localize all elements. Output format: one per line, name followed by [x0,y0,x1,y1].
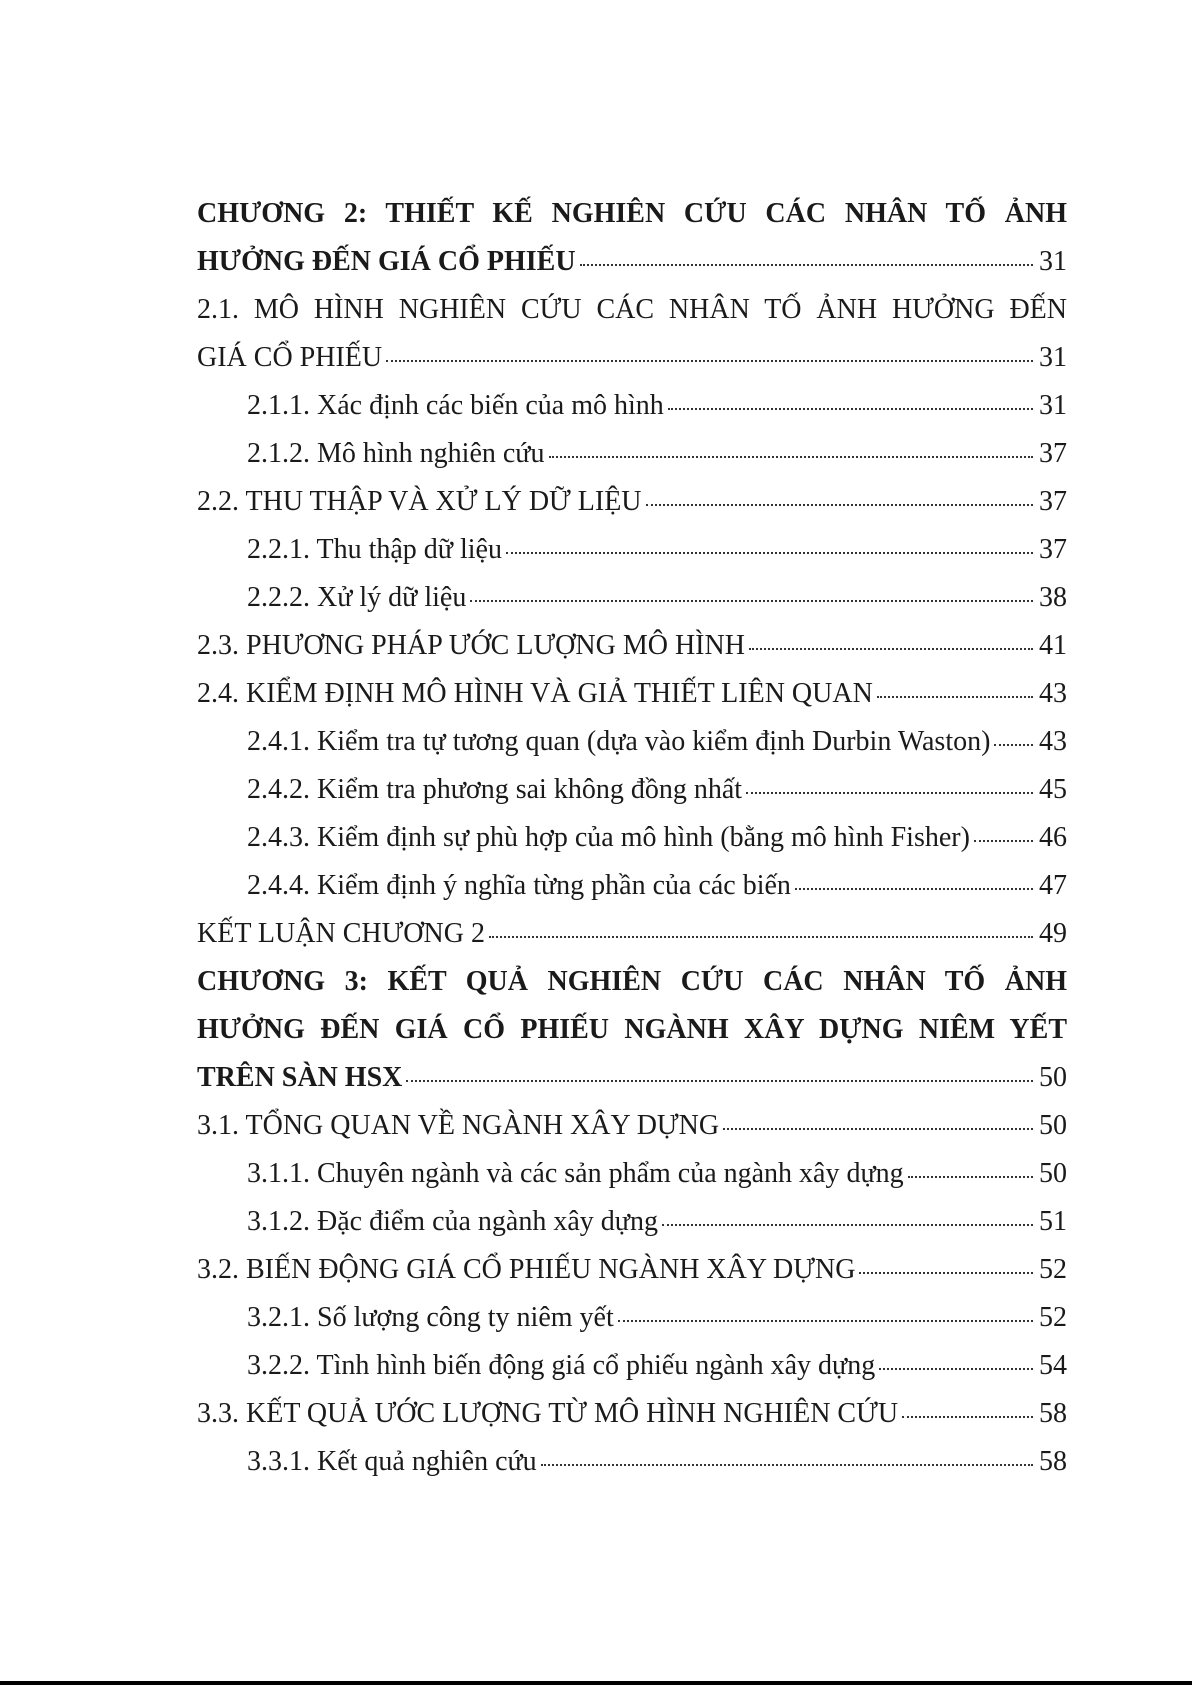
toc-entry-title: 2.2.1. Thu thập dữ liệu [247,534,502,565]
dot-leader [470,599,1033,602]
toc-section-3-1[interactable] [197,1102,1067,1150]
dot-leader [489,935,1033,938]
toc-page-number: 50 [1039,1158,1067,1189]
dot-leader [879,1367,1033,1370]
dot-leader [749,647,1033,650]
toc-entry-title: 3.1. TỔNG QUAN VỀ NGÀNH XÂY DỰNG [197,1110,720,1141]
toc-entry-title: 3.3. KẾT QUẢ ƯỚC LƯỢNG TỪ MÔ HÌNH NGHIÊN CỨU [197,1398,899,1429]
toc-entry-title: KẾT LUẬN CHƯƠNG 2 [197,918,485,949]
toc-page-number: 52 [1039,1302,1067,1333]
toc-section-3-1-2[interactable] [197,1198,1067,1246]
toc-page-number: 38 [1039,582,1067,613]
toc-entry-title: 2.2. THU THẬP VÀ XỬ LÝ DỮ LIỆU [197,486,642,517]
toc-section-2-4-3[interactable] [197,814,1067,862]
toc-section-2-1[interactable] [197,334,1067,382]
toc-page-number: 58 [1039,1446,1067,1477]
toc-entry-title: 2.1.1. Xác định các biến của mô hình [247,390,664,421]
toc-chapter-2[interactable] [197,238,1067,286]
dot-leader [902,1415,1033,1418]
toc-page-number: 49 [1039,918,1067,949]
toc-section-2-4[interactable] [197,670,1067,718]
dot-leader [662,1223,1033,1226]
toc-entry-title: GIÁ CỔ PHIẾU [197,342,383,373]
toc-page-number: 31 [1039,390,1067,421]
toc-page-number: 43 [1039,726,1067,757]
toc-chapter-2-line-1: CHƯƠNG 2: THIẾT KẾ NGHIÊN CỨU CÁC NHÂN TỐ ẢNH [197,198,1067,229]
toc-section-2-4-4[interactable] [197,862,1067,910]
toc-chapter-3[interactable] [197,1054,1067,1102]
toc-entry-title: 2.2.2. Xử lý dữ liệu [247,582,467,613]
toc-entry-title: 3.1.2. Đặc điểm của ngành xây dựng [247,1206,658,1237]
toc-page-number: 50 [1039,1062,1067,1093]
dot-leader [994,743,1033,746]
dot-leader [618,1319,1033,1322]
toc-entry-title: TRÊN SÀN HSX [197,1062,403,1093]
toc-section-2-1-1[interactable] [197,382,1067,430]
toc-section-3-3-1[interactable] [197,1438,1067,1486]
toc-section-3-2[interactable] [197,1246,1067,1294]
toc-section-2-2-2[interactable] [197,574,1067,622]
toc-page-number: 41 [1039,630,1067,661]
toc-page-number: 46 [1039,822,1067,853]
dot-leader [859,1271,1033,1274]
toc-section-3-2-1[interactable] [197,1294,1067,1342]
toc-entry-title: 2.4.2. Kiểm tra phương sai không đồng nhất [247,774,743,805]
dot-leader [506,551,1033,554]
toc-page-number: 51 [1039,1206,1067,1237]
toc-chapter-2-conclusion[interactable] [197,910,1067,958]
toc-entry-title: 3.2. BIẾN ĐỘNG GIÁ CỔ PHIẾU NGÀNH XÂY DỰNG [197,1254,856,1285]
toc-entry-title: HƯỞNG ĐẾN GIÁ CỔ PHIẾU [197,246,576,277]
toc-entry-title: 3.2.2. Tình hình biến động giá cổ phiếu ngành xây dựng [247,1350,876,1381]
dot-leader [580,263,1033,266]
toc-page-number: 43 [1039,678,1067,709]
dot-leader [549,455,1034,458]
table-of-contents [197,190,1067,1486]
dot-leader [646,503,1033,506]
toc-page-number: 37 [1039,486,1067,517]
toc-section-2-4-1[interactable] [197,718,1067,766]
toc-entry-title: 2.4.4. Kiểm định ý nghĩa từng phần của các biến [247,870,791,901]
toc-entry-title: 2.4. KIỂM ĐỊNH MÔ HÌNH VÀ GIẢ THIẾT LIÊN QUAN [197,678,873,709]
toc-entry-title: 2.3. PHƯƠNG PHÁP ƯỚC LƯỢNG MÔ HÌNH [197,630,745,661]
toc-section-2-1-line-1: 2.1. MÔ HÌNH NGHIÊN CỨU CÁC NHÂN TỐ ẢNH HƯỞNG ĐẾN [197,294,1067,325]
toc-page-number: 47 [1039,870,1067,901]
toc-entry-title: 3.2.1. Số lượng công ty niêm yết [247,1302,614,1333]
dot-leader [541,1463,1033,1466]
toc-page-number: 54 [1039,1350,1067,1381]
dot-leader [795,887,1033,890]
dot-leader [908,1175,1033,1178]
toc-page-number: 31 [1039,246,1067,277]
toc-entry-title: 3.3.1. Kết quả nghiên cứu [247,1446,537,1477]
toc-page-number: 45 [1039,774,1067,805]
dot-leader [746,791,1033,794]
toc-page-number: 50 [1039,1110,1067,1141]
toc-page-number: 52 [1039,1254,1067,1285]
toc-section-2-4-2[interactable] [197,766,1067,814]
toc-section-3-2-2[interactable] [197,1342,1067,1390]
toc-entry-title: 2.1.2. Mô hình nghiên cứu [247,438,545,469]
dot-leader [877,695,1033,698]
dot-leader [974,839,1033,842]
toc-chapter-3-line-2: HƯỞNG ĐẾN GIÁ CỔ PHIẾU NGÀNH XÂY DỰNG NIÊM YẾT [197,1014,1067,1045]
toc-entry-title: 3.1.1. Chuyên ngành và các sản phẩm của ngành xây dựng [247,1158,904,1189]
toc-page-number: 31 [1039,342,1067,373]
toc-page-number: 37 [1039,534,1067,565]
toc-chapter-3-line-1: CHƯƠNG 3: KẾT QUẢ NGHIÊN CỨU CÁC NHÂN TỐ ẢNH [197,966,1067,997]
toc-section-2-3[interactable] [197,622,1067,670]
dot-leader [723,1127,1033,1130]
toc-entry-title: 2.4.1. Kiểm tra tự tương quan (dựa vào kiểm định Durbin Waston) [247,726,991,757]
toc-section-2-2-1[interactable] [197,526,1067,574]
toc-section-3-1-1[interactable] [197,1150,1067,1198]
toc-section-2-1-2[interactable] [197,430,1067,478]
dot-leader [386,359,1033,362]
toc-page-number: 58 [1039,1398,1067,1429]
toc-section-3-3[interactable] [197,1390,1067,1438]
bottom-edge-rule [0,1681,1192,1685]
dot-leader [668,407,1033,410]
dot-leader [406,1079,1033,1082]
toc-page-number: 37 [1039,438,1067,469]
toc-entry-title: 2.4.3. Kiểm định sự phù hợp của mô hình (bằng mô hình Fisher) [247,822,970,853]
toc-section-2-2[interactable] [197,478,1067,526]
